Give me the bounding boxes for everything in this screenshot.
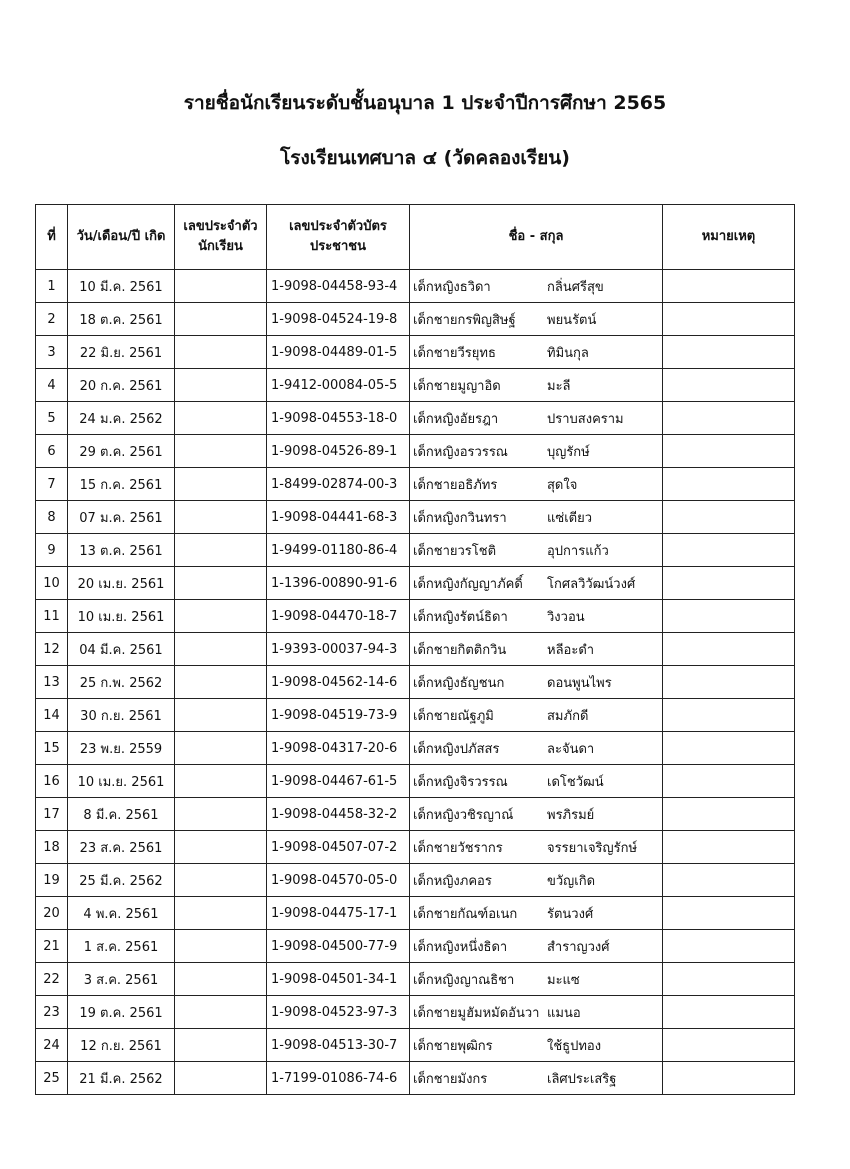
- row-full-name: [410, 1029, 663, 1062]
- row-remark: [663, 831, 795, 864]
- row-surname: วิงวอน: [547, 609, 585, 625]
- row-surname: สมภักดี: [547, 708, 589, 724]
- row-full-name: [410, 897, 663, 930]
- row-student-id: [175, 435, 267, 468]
- row-student-id: [175, 765, 267, 798]
- row-citizen-id: 1-9098-04523-97-3: [267, 996, 410, 1029]
- row-no: 21: [36, 930, 68, 963]
- header-remark: หมายเหตุ: [663, 205, 795, 270]
- row-given-name: เด็กหญิงกัญญาภัคดิ์: [413, 576, 523, 592]
- row-citizen-id: 1-9098-04526-89-1: [267, 435, 410, 468]
- row-citizen-id: 1-9499-01180-86-4: [267, 534, 410, 567]
- row-student-id: [175, 534, 267, 567]
- row-no: 22: [36, 963, 68, 996]
- row-remark: [663, 666, 795, 699]
- row-given-name: เด็กชายพุฒิกร: [413, 1038, 493, 1054]
- row-full-name: [410, 567, 663, 600]
- row-remark: [663, 336, 795, 369]
- row-surname: หลีอะดำ: [547, 642, 595, 658]
- row-dob: 1 ส.ค. 2561: [68, 930, 175, 963]
- row-dob: 25 ก.พ. 2562: [68, 666, 175, 699]
- row-no: 5: [36, 402, 68, 435]
- row-surname: ดอนพูนไพร: [547, 675, 612, 691]
- row-full-name: [410, 600, 663, 633]
- row-citizen-id: 1-7199-01086-74-6: [267, 1062, 410, 1095]
- row-student-id: [175, 402, 267, 435]
- table-row: [36, 930, 795, 963]
- row-no: 1: [36, 270, 68, 303]
- row-student-id: [175, 369, 267, 402]
- row-given-name: เด็กหญิงวชิรญาณ์: [413, 807, 514, 823]
- row-dob: 15 ก.ค. 2561: [68, 468, 175, 501]
- row-remark: [663, 963, 795, 996]
- row-dob: 29 ต.ค. 2561: [68, 435, 175, 468]
- row-remark: [663, 369, 795, 402]
- table-row: [36, 501, 795, 534]
- row-remark: [663, 897, 795, 930]
- table-row: [36, 732, 795, 765]
- header-citizen-id-line2: ประชาชน: [309, 239, 367, 254]
- row-no: 13: [36, 666, 68, 699]
- row-surname: อุปการแก้ว: [547, 543, 609, 559]
- row-dob: 13 ต.ค. 2561: [68, 534, 175, 567]
- row-given-name: เด็กชายกัณฑ์อเนก: [413, 906, 518, 922]
- row-surname: พยนรัตน์: [547, 312, 597, 328]
- row-remark: [663, 633, 795, 666]
- row-surname: แซ่เตียว: [547, 510, 593, 526]
- row-student-id: [175, 864, 267, 897]
- row-student-id: [175, 1062, 267, 1095]
- row-full-name: [410, 831, 663, 864]
- row-student-id: [175, 270, 267, 303]
- row-student-id: [175, 831, 267, 864]
- row-full-name: [410, 303, 663, 336]
- row-surname: โกศลวิวัฒน์วงศ์: [547, 576, 636, 592]
- row-dob: 07 ม.ค. 2561: [68, 501, 175, 534]
- row-no: 15: [36, 732, 68, 765]
- row-dob: 21 มี.ค. 2562: [68, 1062, 175, 1095]
- table-header-row: [36, 205, 795, 270]
- row-remark: [663, 501, 795, 534]
- table-row: [36, 666, 795, 699]
- row-dob: 25 มี.ค. 2562: [68, 864, 175, 897]
- row-citizen-id: 1-8499-02874-00-3: [267, 468, 410, 501]
- row-dob: 8 มี.ค. 2561: [68, 798, 175, 831]
- row-citizen-id: 1-9098-04562-14-6: [267, 666, 410, 699]
- row-full-name: [410, 501, 663, 534]
- row-remark: [663, 402, 795, 435]
- row-given-name: เด็กชายกรพิญสิษฐ์: [413, 312, 516, 328]
- row-no: 8: [36, 501, 68, 534]
- row-dob: 20 เม.ย. 2561: [68, 567, 175, 600]
- table-row: [36, 369, 795, 402]
- row-citizen-id: 1-9098-04489-01-5: [267, 336, 410, 369]
- row-citizen-id: 1-9098-04500-77-9: [267, 930, 410, 963]
- row-no: 12: [36, 633, 68, 666]
- row-full-name: [410, 369, 663, 402]
- document-title: รายชื่อนักเรียนระดับชั้นอนุบาล 1 ประจำปีการศึกษา 2565: [183, 92, 667, 114]
- school-name: โรงเรียนเทศบาล ๔ (วัดคลองเรียน): [280, 147, 570, 169]
- table-row: [36, 633, 795, 666]
- row-surname: ละจันดา: [547, 741, 595, 757]
- row-student-id: [175, 930, 267, 963]
- row-citizen-id: 1-9098-04458-32-2: [267, 798, 410, 831]
- table-row: [36, 270, 795, 303]
- table-row: [36, 600, 795, 633]
- row-dob: 24 ม.ค. 2562: [68, 402, 175, 435]
- row-no: 14: [36, 699, 68, 732]
- row-given-name: เด็กชายวีรยุทธ: [413, 345, 496, 361]
- student-roster-table: [35, 204, 795, 1095]
- row-surname: ทิมินกุล: [547, 345, 589, 361]
- row-remark: [663, 996, 795, 1029]
- row-given-name: เด็กชายมูฮัมหมัดอันวา: [413, 1005, 540, 1021]
- row-citizen-id: 1-9098-04513-30-7: [267, 1029, 410, 1062]
- table-row: [36, 1062, 795, 1095]
- table-row: [36, 435, 795, 468]
- row-full-name: [410, 732, 663, 765]
- row-student-id: [175, 633, 267, 666]
- table-row: [36, 468, 795, 501]
- row-surname: ขวัญเกิด: [547, 873, 596, 889]
- row-given-name: เด็กหญิงรัตน์ธิดา: [413, 609, 508, 625]
- row-full-name: [410, 1062, 663, 1095]
- row-dob: 19 ต.ค. 2561: [68, 996, 175, 1029]
- row-remark: [663, 699, 795, 732]
- row-full-name: [410, 798, 663, 831]
- row-citizen-id: 1-9098-04458-93-4: [267, 270, 410, 303]
- row-surname: จรรยาเจริญรักษ์: [547, 840, 638, 856]
- row-surname: พรภิรมย์: [547, 807, 595, 823]
- row-full-name: [410, 270, 663, 303]
- table-row: [36, 963, 795, 996]
- row-dob: 20 ก.ค. 2561: [68, 369, 175, 402]
- row-surname: มะแซ: [547, 972, 580, 988]
- row-no: 16: [36, 765, 68, 798]
- table-row: [36, 864, 795, 897]
- header-student-id-line1: เลขประจำตัว: [183, 219, 258, 234]
- row-citizen-id: 1-9098-04524-19-8: [267, 303, 410, 336]
- row-remark: [663, 732, 795, 765]
- row-no: 25: [36, 1062, 68, 1095]
- header-student-id: [175, 205, 267, 270]
- row-given-name: เด็กหญิงหนึ่งธิดา: [413, 939, 508, 955]
- row-remark: [663, 435, 795, 468]
- row-no: 4: [36, 369, 68, 402]
- row-student-id: [175, 798, 267, 831]
- row-citizen-id: 1-9098-04501-34-1: [267, 963, 410, 996]
- row-full-name: [410, 864, 663, 897]
- row-full-name: [410, 930, 663, 963]
- row-given-name: เด็กหญิงปภัสสร: [413, 741, 500, 757]
- row-surname: แมนอ: [547, 1005, 581, 1021]
- row-dob: 18 ต.ค. 2561: [68, 303, 175, 336]
- row-remark: [663, 765, 795, 798]
- row-remark: [663, 534, 795, 567]
- row-given-name: เด็กหญิงภคอร: [413, 873, 492, 889]
- row-given-name: เด็กชายมูญาอิด: [413, 378, 501, 394]
- row-full-name: [410, 336, 663, 369]
- row-full-name: [410, 699, 663, 732]
- row-surname: ปราบสงคราม: [547, 411, 624, 427]
- header-citizen-id: [267, 205, 410, 270]
- row-student-id: [175, 501, 267, 534]
- row-given-name: เด็กหญิงกวินทรา: [413, 510, 507, 526]
- row-student-id: [175, 897, 267, 930]
- row-dob: 10 มี.ค. 2561: [68, 270, 175, 303]
- row-no: 19: [36, 864, 68, 897]
- row-dob: 22 มิ.ย. 2561: [68, 336, 175, 369]
- row-surname: เลิศประเสริฐ: [547, 1071, 617, 1087]
- table-row: [36, 699, 795, 732]
- row-surname: กลิ่นศรีสุข: [547, 279, 604, 295]
- row-no: 3: [36, 336, 68, 369]
- table-row: [36, 534, 795, 567]
- row-dob: 3 ส.ค. 2561: [68, 963, 175, 996]
- table-row: [36, 798, 795, 831]
- row-no: 23: [36, 996, 68, 1029]
- row-surname: สำราญวงศ์: [547, 939, 610, 955]
- row-full-name: [410, 765, 663, 798]
- row-citizen-id: 1-9098-04553-18-0: [267, 402, 410, 435]
- row-citizen-id: 1-9098-04467-61-5: [267, 765, 410, 798]
- row-surname: มะลี: [547, 378, 571, 394]
- row-no: 6: [36, 435, 68, 468]
- row-remark: [663, 270, 795, 303]
- row-given-name: เด็กชายวรโชติ: [413, 543, 497, 559]
- row-no: 24: [36, 1029, 68, 1062]
- row-student-id: [175, 666, 267, 699]
- row-dob: 23 พ.ย. 2559: [68, 732, 175, 765]
- row-given-name: เด็กชายวัชรากร: [413, 840, 503, 856]
- row-student-id: [175, 567, 267, 600]
- row-surname: รัตนวงศ์: [547, 906, 594, 922]
- row-full-name: [410, 633, 663, 666]
- row-dob: 30 ก.ย. 2561: [68, 699, 175, 732]
- row-no: 17: [36, 798, 68, 831]
- row-no: 7: [36, 468, 68, 501]
- row-citizen-id: 1-9098-04507-07-2: [267, 831, 410, 864]
- row-remark: [663, 1029, 795, 1062]
- row-student-id: [175, 303, 267, 336]
- table-row: [36, 765, 795, 798]
- row-citizen-id: 1-9098-04441-68-3: [267, 501, 410, 534]
- row-surname: เดโชวัฒน์: [547, 774, 604, 790]
- row-student-id: [175, 336, 267, 369]
- row-citizen-id: 1-9098-04470-18-7: [267, 600, 410, 633]
- row-remark: [663, 1062, 795, 1095]
- table-row: [36, 831, 795, 864]
- row-surname: ใช้ธูปทอง: [547, 1038, 602, 1054]
- row-given-name: เด็กหญิงจิรวรรณ: [413, 774, 508, 790]
- row-no: 9: [36, 534, 68, 567]
- row-full-name: [410, 666, 663, 699]
- row-full-name: [410, 963, 663, 996]
- header-name: ชื่อ - สกุล: [410, 205, 663, 270]
- row-dob: 4 พ.ค. 2561: [68, 897, 175, 930]
- row-citizen-id: 1-9098-04570-05-0: [267, 864, 410, 897]
- row-no: 20: [36, 897, 68, 930]
- header-dob: วัน/เดือน/ปี เกิด: [68, 205, 175, 270]
- row-remark: [663, 864, 795, 897]
- row-given-name: เด็กชายณัฐภูมิ: [413, 708, 494, 724]
- row-citizen-id: 1-9393-00037-94-3: [267, 633, 410, 666]
- table-row: [36, 996, 795, 1029]
- row-student-id: [175, 1029, 267, 1062]
- row-remark: [663, 930, 795, 963]
- row-citizen-id: 1-9098-04317-20-6: [267, 732, 410, 765]
- row-citizen-id: 1-1396-00890-91-6: [267, 567, 410, 600]
- row-full-name: [410, 402, 663, 435]
- row-student-id: [175, 996, 267, 1029]
- row-student-id: [175, 732, 267, 765]
- row-student-id: [175, 468, 267, 501]
- row-remark: [663, 567, 795, 600]
- row-given-name: เด็กหญิงอัยรฎา: [413, 411, 499, 427]
- row-dob: 10 เม.ย. 2561: [68, 600, 175, 633]
- row-student-id: [175, 699, 267, 732]
- header-student-id-line2: นักเรียน: [198, 239, 243, 254]
- row-citizen-id: 1-9098-04475-17-1: [267, 897, 410, 930]
- header-citizen-id-line1: เลขประจำตัวบัตร: [289, 219, 387, 234]
- table-row: [36, 897, 795, 930]
- header-no: ที่: [36, 205, 68, 270]
- row-full-name: [410, 435, 663, 468]
- row-no: 10: [36, 567, 68, 600]
- row-no: 18: [36, 831, 68, 864]
- table-row: [36, 567, 795, 600]
- row-full-name: [410, 534, 663, 567]
- row-remark: [663, 798, 795, 831]
- row-student-id: [175, 963, 267, 996]
- row-given-name: เด็กชายอธิภัทร: [413, 477, 498, 493]
- row-remark: [663, 303, 795, 336]
- row-surname: บุญรักษ์: [547, 444, 590, 460]
- row-remark: [663, 600, 795, 633]
- table-row: [36, 1029, 795, 1062]
- row-no: 2: [36, 303, 68, 336]
- row-full-name: [410, 996, 663, 1029]
- row-dob: 12 ก.ย. 2561: [68, 1029, 175, 1062]
- table-row: [36, 303, 795, 336]
- row-surname: สุดใจ: [547, 477, 578, 493]
- row-given-name: เด็กหญิงญาณธิชา: [413, 972, 515, 988]
- table-row: [36, 402, 795, 435]
- row-dob: 10 เม.ย. 2561: [68, 765, 175, 798]
- row-no: 11: [36, 600, 68, 633]
- row-given-name: เด็กหญิงธัญชนก: [413, 675, 505, 691]
- row-given-name: เด็กชายกิตติกวิน: [413, 642, 507, 658]
- row-student-id: [175, 600, 267, 633]
- row-dob: 04 มี.ค. 2561: [68, 633, 175, 666]
- table-row: [36, 336, 795, 369]
- row-remark: [663, 468, 795, 501]
- row-dob: 23 ส.ค. 2561: [68, 831, 175, 864]
- row-full-name: [410, 468, 663, 501]
- row-given-name: เด็กชายมังกร: [413, 1071, 488, 1087]
- row-citizen-id: 1-9098-04519-73-9: [267, 699, 410, 732]
- row-given-name: เด็กหญิงอรวรรณ: [413, 444, 508, 460]
- row-citizen-id: 1-9412-00084-05-5: [267, 369, 410, 402]
- row-given-name: เด็กหญิงธวิดา: [413, 279, 491, 295]
